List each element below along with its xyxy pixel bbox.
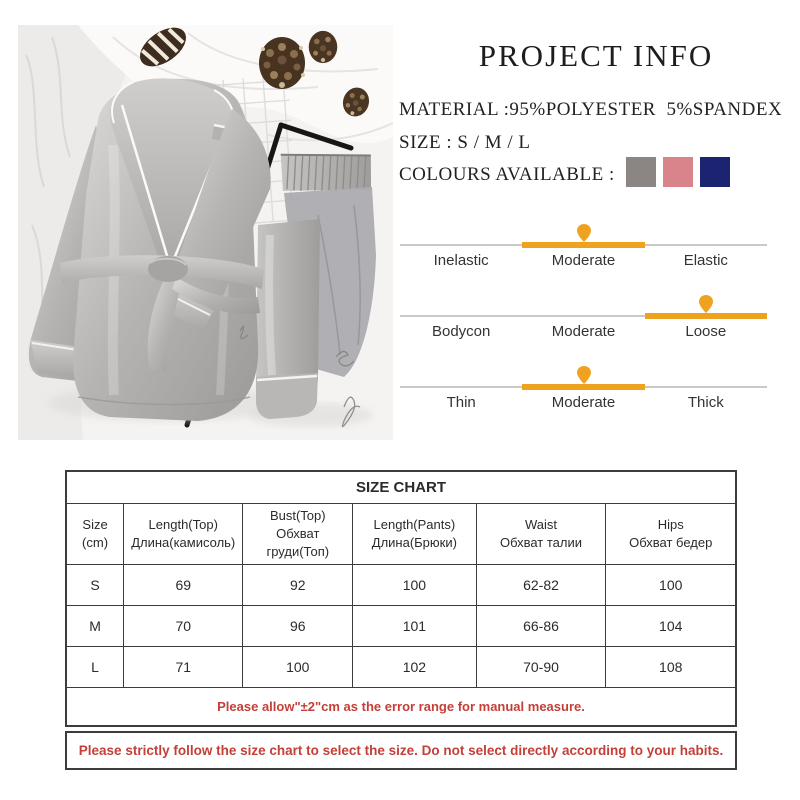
size-cell: L <box>66 647 124 688</box>
scale-track <box>400 244 767 246</box>
size-line: SIZE : S / M / L <box>399 132 531 153</box>
scale-row-fit <box>400 295 767 351</box>
colours-label: COLOURS AVAILABLE : <box>399 163 615 185</box>
column-header: Length(Pants) Длина(Брюки) <box>353 504 476 565</box>
scale-active-segment <box>645 313 767 319</box>
value-cell: 92 <box>243 565 353 606</box>
value-cell: 71 <box>124 647 243 688</box>
value-cell: 96 <box>243 606 353 647</box>
size-cell: M <box>66 606 124 647</box>
size-row-L <box>66 647 736 688</box>
scale-label: Loose <box>685 323 727 340</box>
column-header: Waist Обхват талии <box>476 504 606 565</box>
scale-label: Moderate <box>551 323 616 340</box>
size-chart-title: SIZE CHART <box>66 471 736 504</box>
scale-row-thickness <box>400 366 767 422</box>
scale-marker-icon <box>577 224 591 242</box>
scale-label: Inelastic <box>433 252 489 269</box>
scale-active-segment <box>522 242 644 248</box>
pinecone-icon <box>259 37 305 89</box>
value-cell: 70-90 <box>476 647 606 688</box>
scale-label: Elastic <box>683 252 728 269</box>
column-header: Hips Обхват бедер <box>606 504 736 565</box>
size-row-M <box>66 606 736 647</box>
value-cell: 100 <box>353 565 476 606</box>
scale-row-elasticity <box>400 224 767 280</box>
scale-active-segment <box>522 384 644 390</box>
scale-label: Bodycon <box>431 323 491 340</box>
attribute-scales <box>400 0 767 440</box>
value-cell: 100 <box>606 565 736 606</box>
scale-track <box>400 386 767 388</box>
product-photo-illustration <box>18 25 393 440</box>
value-cell: 62-82 <box>476 565 606 606</box>
value-cell: 102 <box>353 647 476 688</box>
column-header: Size (cm) <box>66 504 124 565</box>
scale-label: Thin <box>446 394 476 411</box>
size-warning-banner: Please strictly follow the size chart to select the size. Do not select directly according to your habits. <box>65 731 737 770</box>
column-header: Bust(Top) Обхват груди(Топ) <box>243 504 353 565</box>
scale-marker-icon <box>699 295 713 313</box>
size-chart-table <box>65 470 737 727</box>
material-line: MATERIAL :95%POLYESTER 5%SPANDEX <box>399 99 783 120</box>
scale-label: Moderate <box>551 394 616 411</box>
value-cell: 104 <box>606 606 736 647</box>
value-cell: 66-86 <box>476 606 606 647</box>
pinecone-icon <box>309 31 338 63</box>
column-header: Length(Top) Длина(камисоль) <box>124 504 243 565</box>
page-title: PROJECT INFO <box>478 38 714 73</box>
value-cell: 69 <box>124 565 243 606</box>
measure-note: Please allow"±2"cm as the error range for manual measure. <box>66 688 736 727</box>
value-cell: 108 <box>606 647 736 688</box>
product-photo <box>18 25 393 440</box>
value-cell: 101 <box>353 606 476 647</box>
scale-label: Thick <box>687 394 724 411</box>
value-cell: 70 <box>124 606 243 647</box>
size-row-S <box>66 565 736 606</box>
scale-marker-icon <box>577 366 591 384</box>
scale-track <box>400 315 767 317</box>
value-cell: 100 <box>243 647 353 688</box>
size-cell: S <box>66 565 124 606</box>
scale-label: Moderate <box>551 252 616 269</box>
